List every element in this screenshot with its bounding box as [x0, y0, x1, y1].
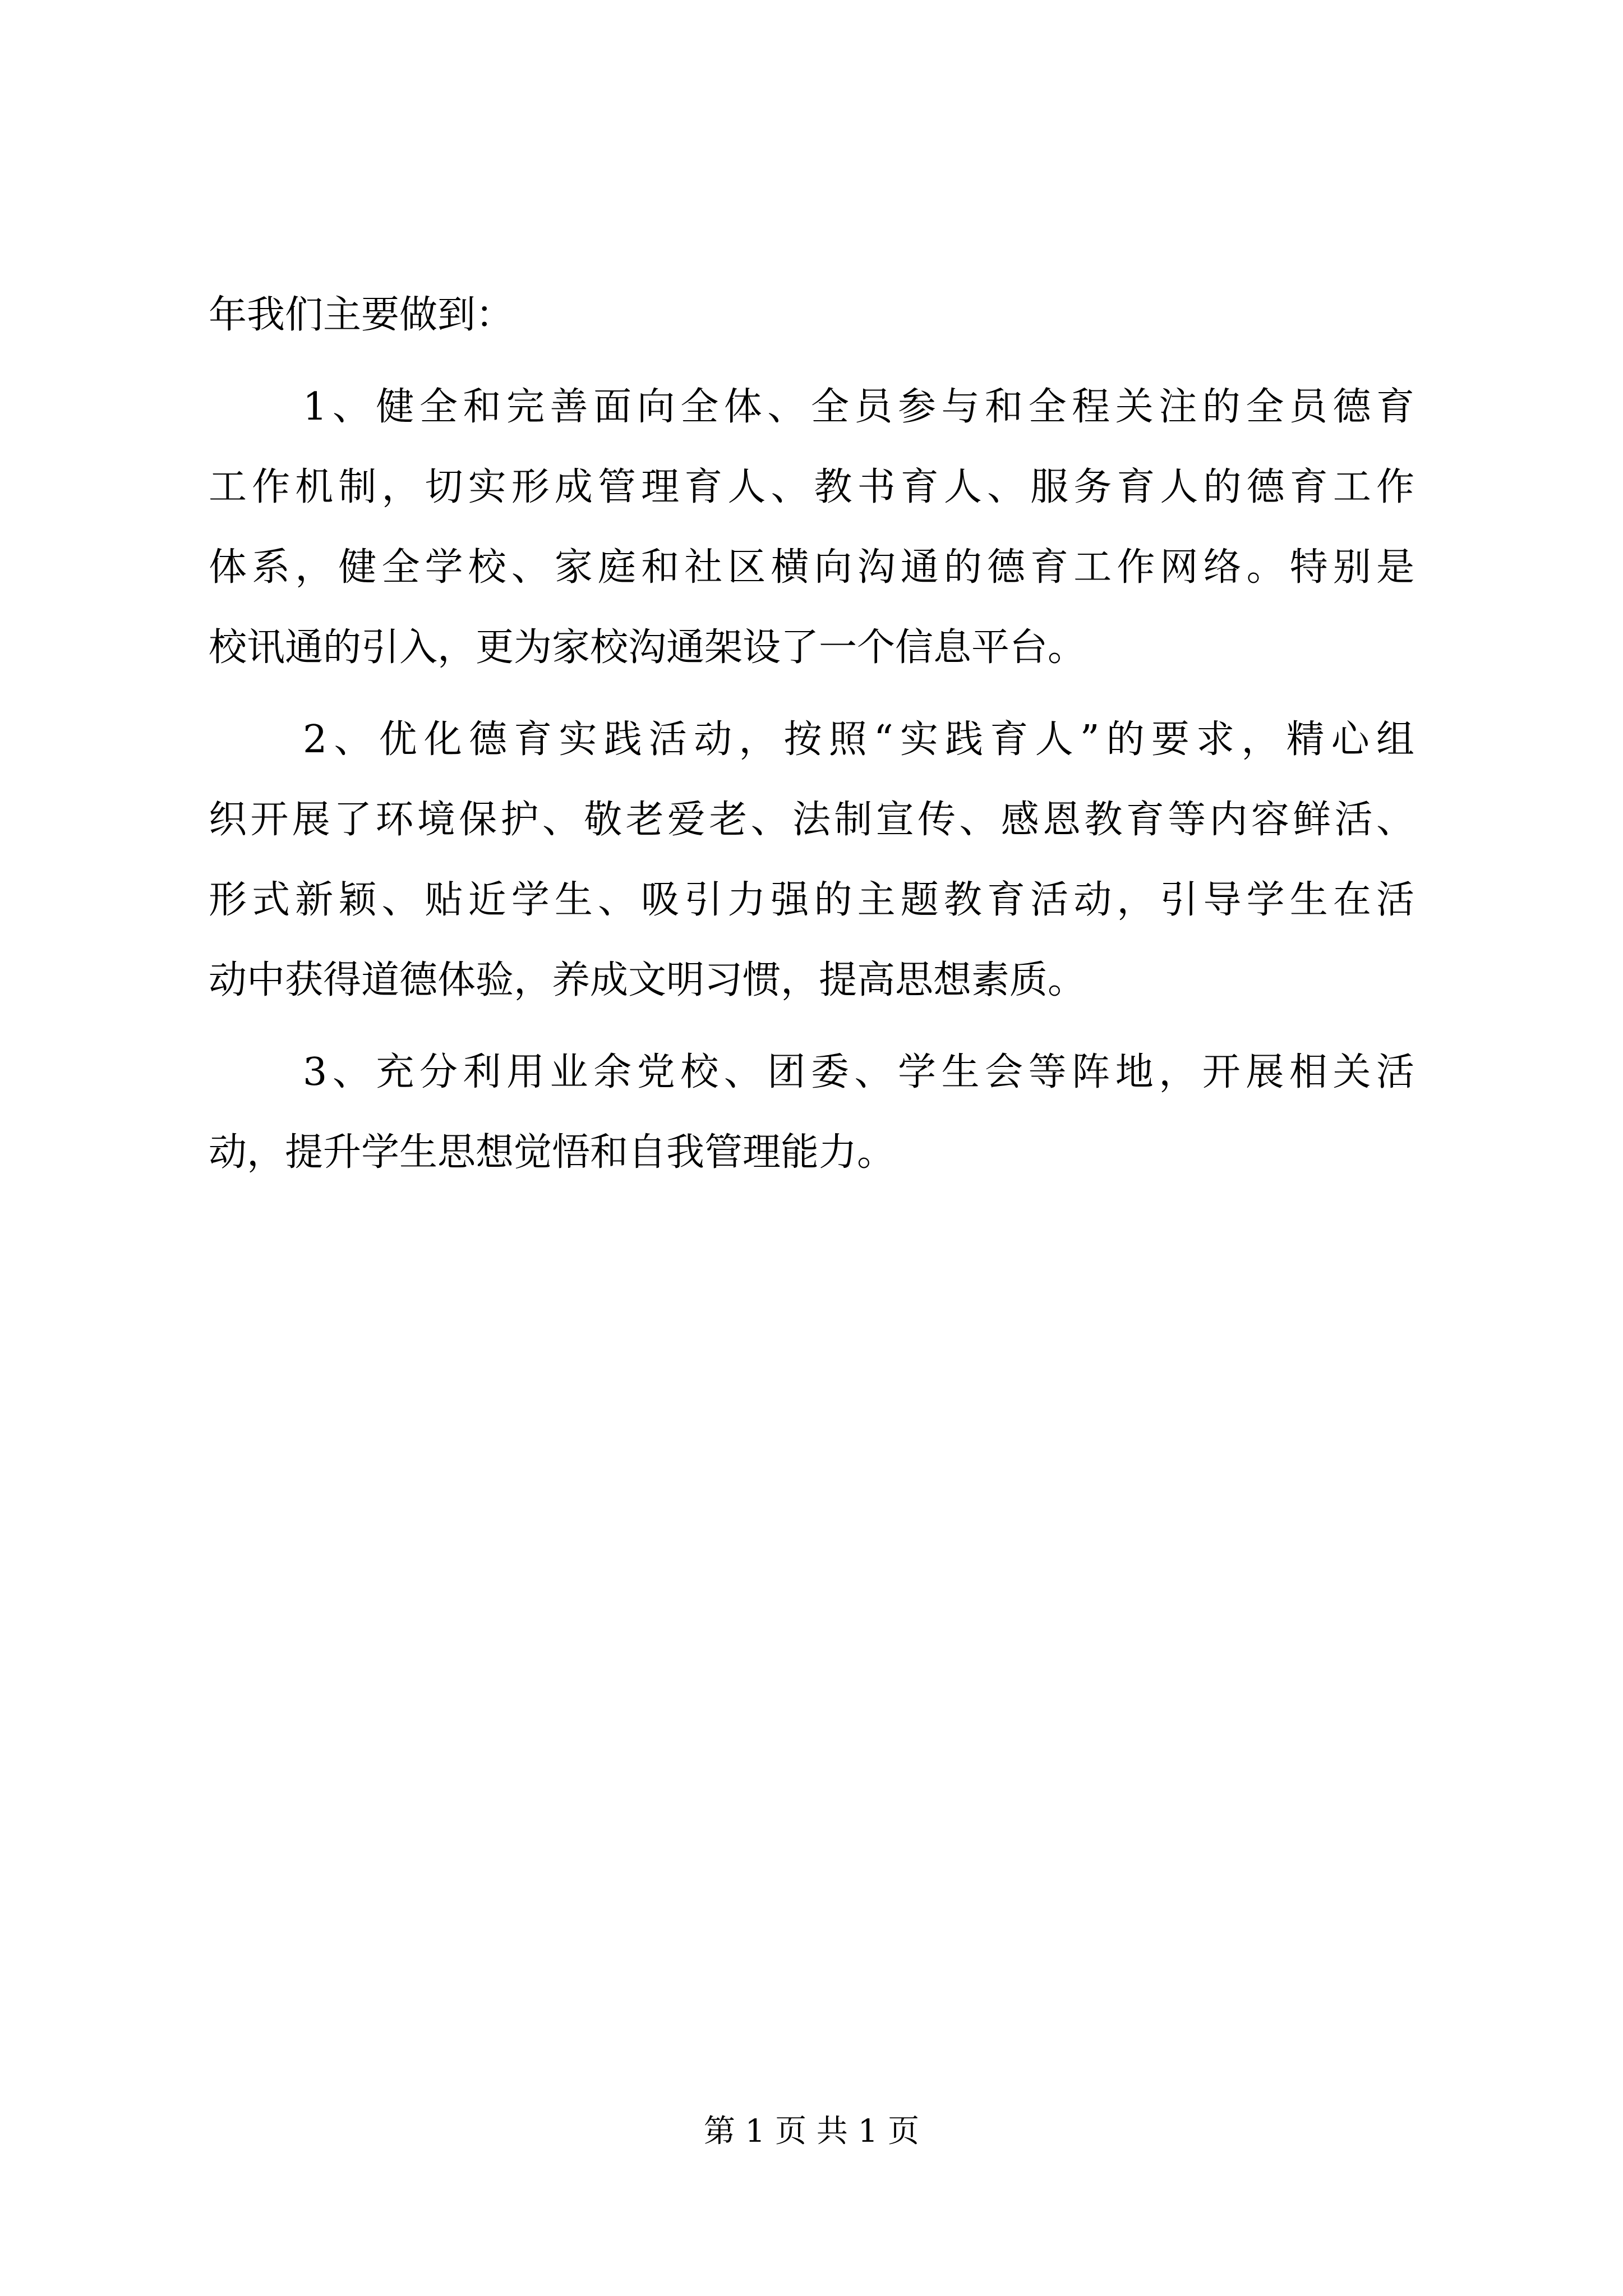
document-body: [209, 275, 1414, 1193]
paragraph-line: 形式新颖、贴近学生、吸引力强的主题教育活动，引导学生在活: [209, 878, 1414, 922]
paragraph-3: [209, 1032, 1414, 1193]
paragraph-line: 体系，健全学校、家庭和社区横向沟通的德育工作网络。特别是: [209, 545, 1414, 590]
paragraph-2: [209, 700, 1414, 1020]
paragraph-line: 工作机制，切实形成管理育人、教书育人、服务育人的德育工作: [209, 465, 1414, 509]
page-number-footer: 第 1 页 共 1 页: [703, 2113, 920, 2150]
paragraph-line: 织开展了环境保护、敬老爱老、法制宣传、感恩教育等内容鲜活、: [209, 798, 1414, 842]
paragraph-line: 1、健全和完善面向全体、全员参与和全程关注的全员德育: [303, 385, 1414, 429]
lead-line: 年我们主要做到：: [209, 293, 514, 337]
paragraph-line: 校讯通的引入，更为家校沟通架设了一个信息平台。: [209, 625, 1086, 670]
paragraph-line: 动中获得道德体验，养成文明习惯，提高思想素质。: [209, 958, 1086, 1002]
paragraph-1: [209, 367, 1414, 688]
paragraph-line: 动，提升学生思想觉悟和自我管理能力。: [209, 1130, 896, 1175]
paragraph-line: 3、充分利用业余党校、团委、学生会等阵地，开展相关活: [303, 1050, 1414, 1094]
paragraph-line: 2、优化德育实践活动，按照“实践育人”的要求，精心组: [303, 717, 1414, 762]
